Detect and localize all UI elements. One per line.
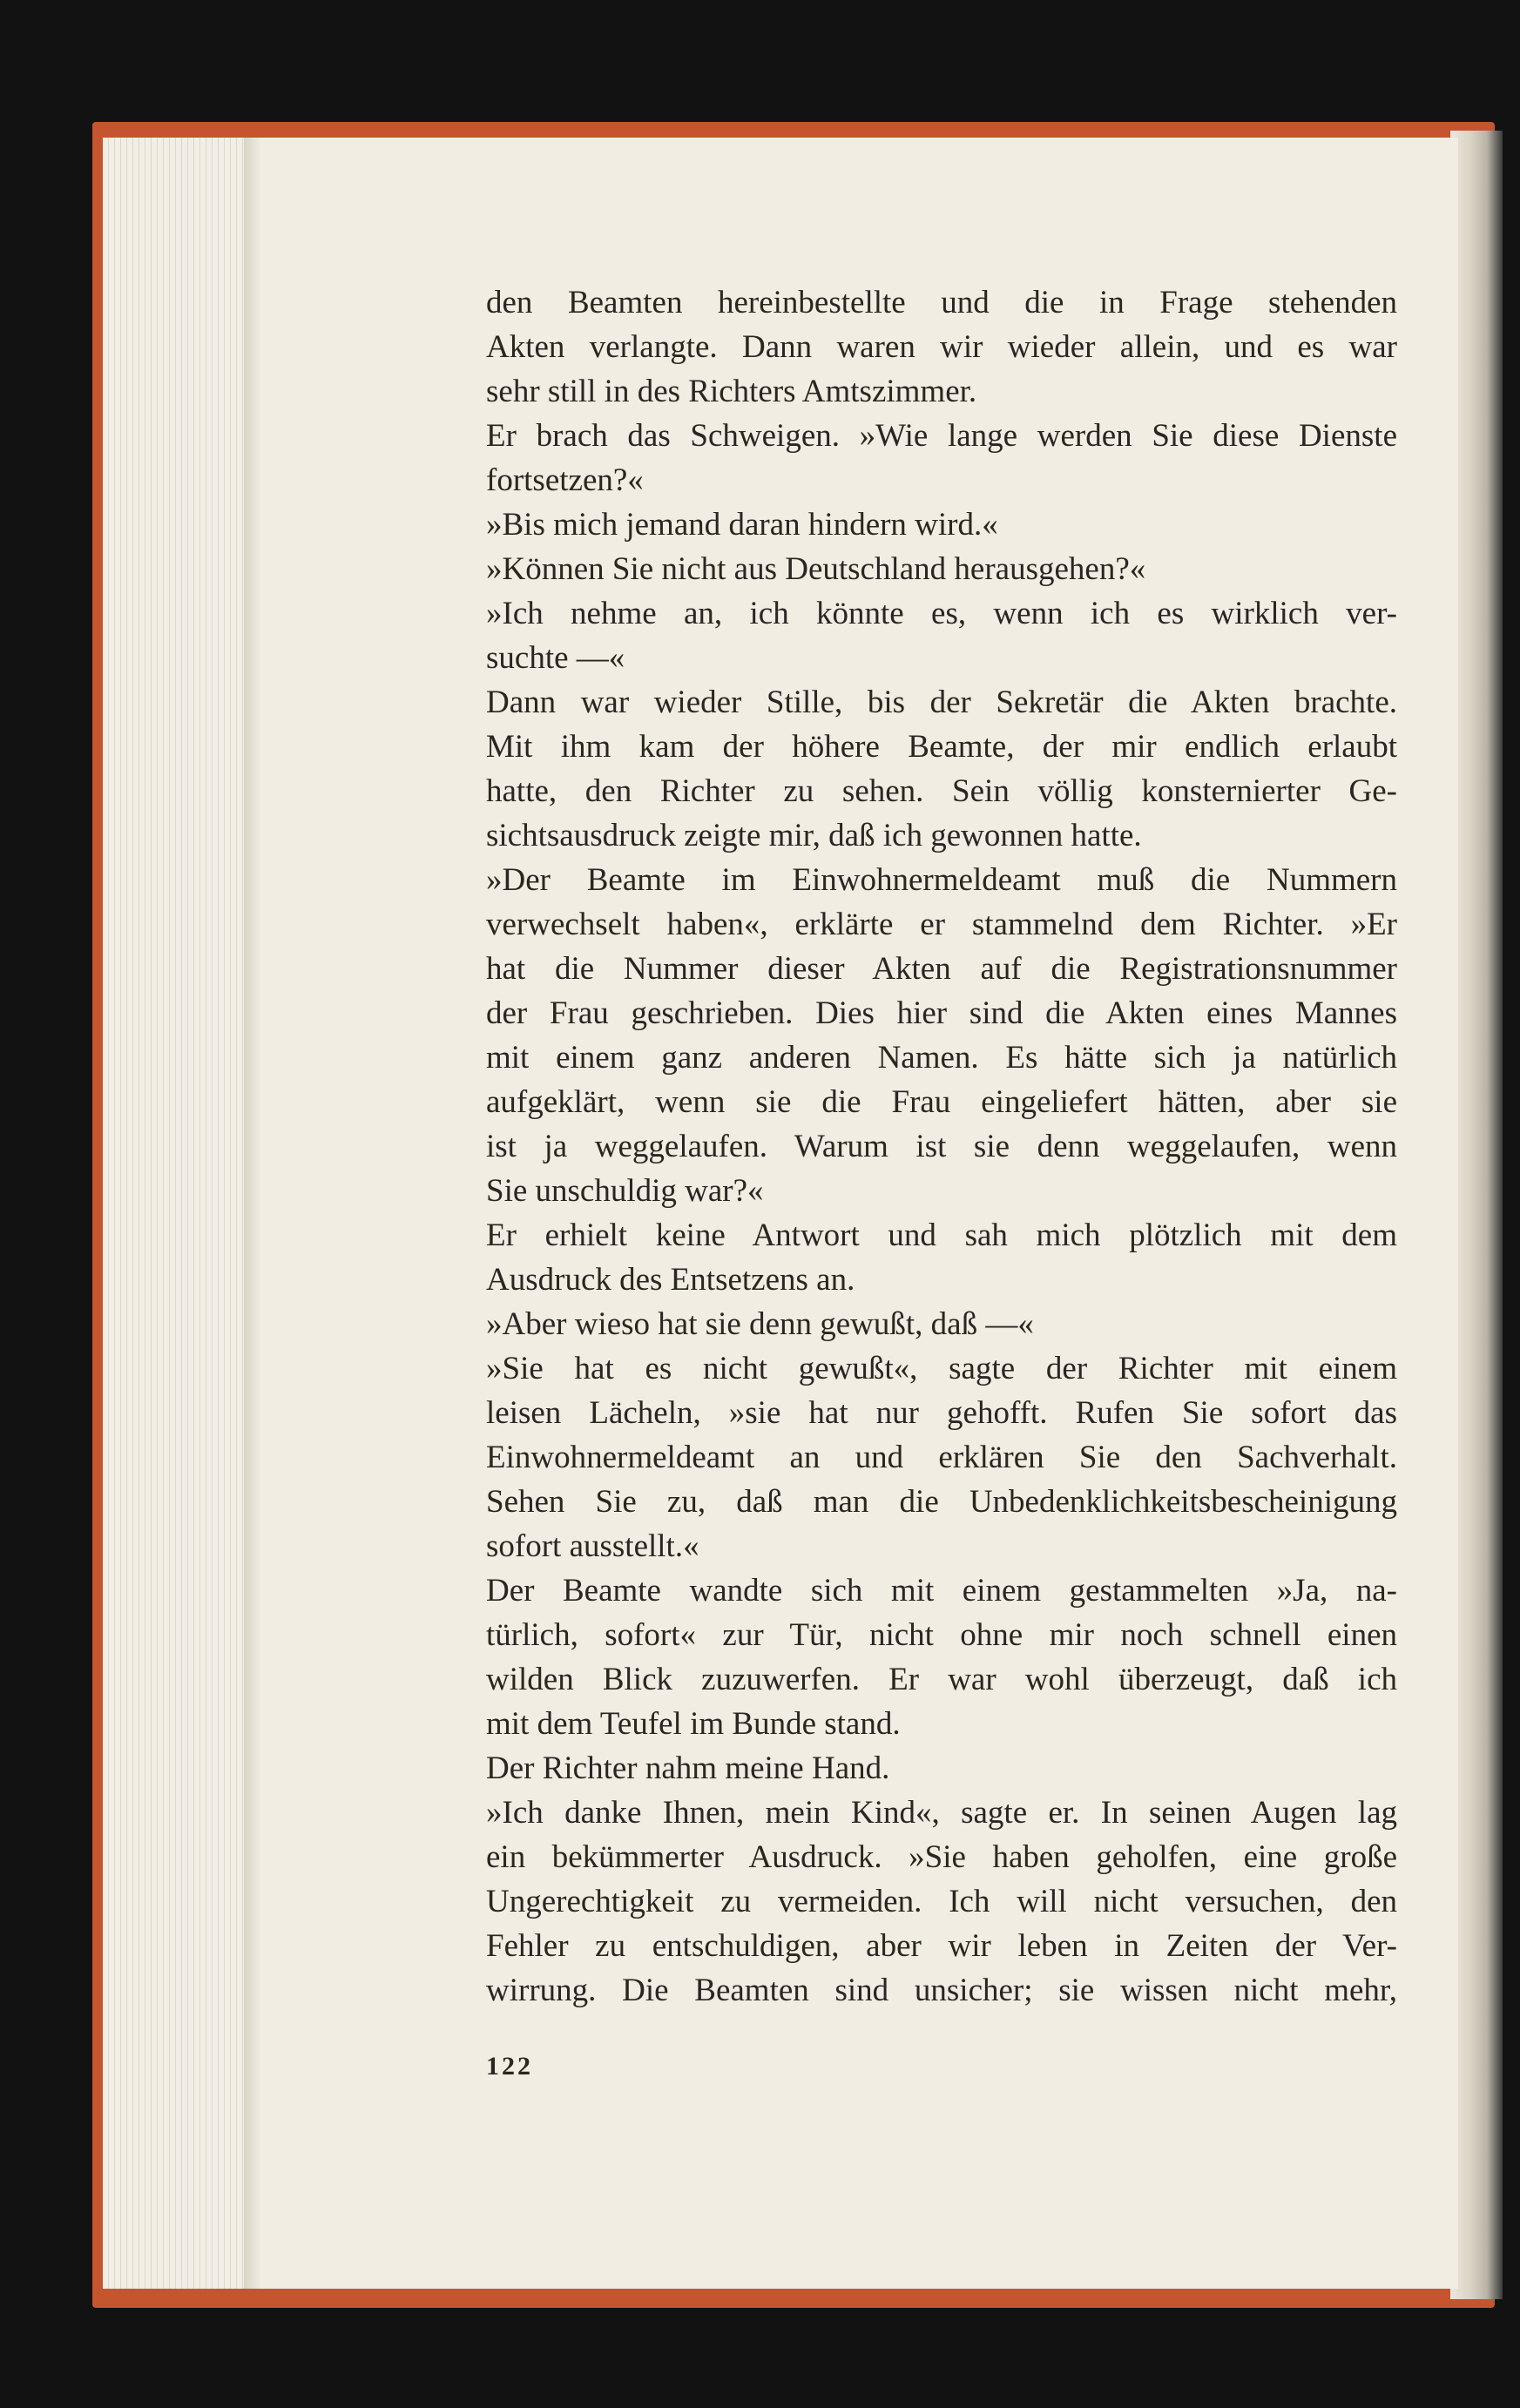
text-line: Akten verlangte. Dann waren wir wieder allein, und es war [486, 329, 1397, 365]
text-line: mit dem Teufel im Bunde stand. [486, 1706, 901, 1742]
text-line: Einwohnermeldeamt an und erklären Sie den Sachverhalt. [486, 1440, 1397, 1475]
facing-page-edge [1450, 131, 1503, 2299]
text-line: Er erhielt keine Antwort und sah mich plötzlich mit dem [486, 1217, 1397, 1253]
text-line: »Ich nehme an, ich könnte es, wenn ich es wirklich ver- [486, 596, 1397, 631]
text-line: verwechselt haben«, erklärte er stammelnd dem Richter. »Er [486, 907, 1397, 942]
text-line: wirrung. Die Beamten sind unsicher; sie wissen nicht mehr, [486, 1973, 1397, 2008]
text-line: Ungerechtigkeit zu vermeiden. Ich will nicht versuchen, den [486, 1884, 1397, 1919]
text-line: Der Beamte wandte sich mit einem gestammelten »Ja, na- [486, 1573, 1397, 1609]
text-line: sehr still in des Richters Amtszimmer. [486, 374, 977, 409]
text-line: Mit ihm kam der höhere Beamte, der mir endlich erlaubt [486, 729, 1397, 765]
text-line: ein bekümmerter Ausdruck. »Sie haben geholfen, eine große [486, 1839, 1397, 1875]
text-line: mit einem ganz anderen Namen. Es hätte sich ja natürlich [486, 1040, 1397, 1076]
text-line: hat die Nummer dieser Akten auf die Registrationsnummer [486, 951, 1397, 987]
text-line: »Können Sie nicht aus Deutschland herausgehen?« [486, 551, 1146, 587]
text-line: sichtsausdruck zeigte mir, daß ich gewonnen hatte. [486, 818, 1142, 853]
text-line: Ausdruck des Entsetzens an. [486, 1262, 855, 1298]
body-text [486, 280, 1397, 2013]
page-stack-edges [103, 138, 251, 2289]
text-line: fortsetzen?« [486, 462, 644, 498]
page-number: 122 [486, 2052, 533, 2081]
text-line: suchte —« [486, 640, 625, 676]
text-line: aufgeklärt, wenn sie die Frau eingeliefert hätten, aber sie [486, 1084, 1397, 1120]
text-line: Der Richter nahm meine Hand. [486, 1750, 890, 1786]
text-line: leisen Lächeln, »sie hat nur gehofft. Rufen Sie sofort das [486, 1395, 1397, 1431]
text-line: ist ja weggelaufen. Warum ist sie denn weggelaufen, wenn [486, 1129, 1397, 1164]
text-line: wilden Blick zuzuwerfen. Er war wohl überzeugt, daß ich [486, 1662, 1397, 1697]
text-line: den Beamten hereinbestellte und die in Frage stehenden [486, 285, 1397, 320]
text-line: der Frau geschrieben. Dies hier sind die Akten eines Mannes [486, 995, 1397, 1031]
text-line: sofort ausstellt.« [486, 1528, 699, 1564]
text-line: »Ich danke Ihnen, mein Kind«, sagte er. In seinen Augen lag [486, 1795, 1397, 1831]
text-line: »Sie hat es nicht gewußt«, sagte der Richter mit einem [486, 1351, 1397, 1386]
text-line: »Aber wieso hat sie denn gewußt, daß —« [486, 1306, 1034, 1342]
text-line: Fehler zu entschuldigen, aber wir leben in Zeiten der Ver- [486, 1928, 1397, 1964]
text-line: »Bis mich jemand daran hindern wird.« [486, 507, 998, 543]
text-line: »Der Beamte im Einwohnermeldeamt muß die Nummern [486, 862, 1397, 898]
text-line: Er brach das Schweigen. »Wie lange werden Sie diese Dienste [486, 418, 1397, 454]
text-line: Sie unschuldig war?« [486, 1173, 764, 1209]
gutter-shadow [244, 138, 261, 2289]
text-line: Sehen Sie zu, daß man die Unbedenklichkeitsbescheinigung [486, 1484, 1397, 1520]
text-line: Dann war wieder Stille, bis der Sekretär die Akten brachte. [486, 685, 1397, 720]
text-line: hatte, den Richter zu sehen. Sein völlig konsternierter Ge- [486, 773, 1397, 809]
text-line: türlich, sofort« zur Tür, nicht ohne mir noch schnell einen [486, 1617, 1397, 1653]
